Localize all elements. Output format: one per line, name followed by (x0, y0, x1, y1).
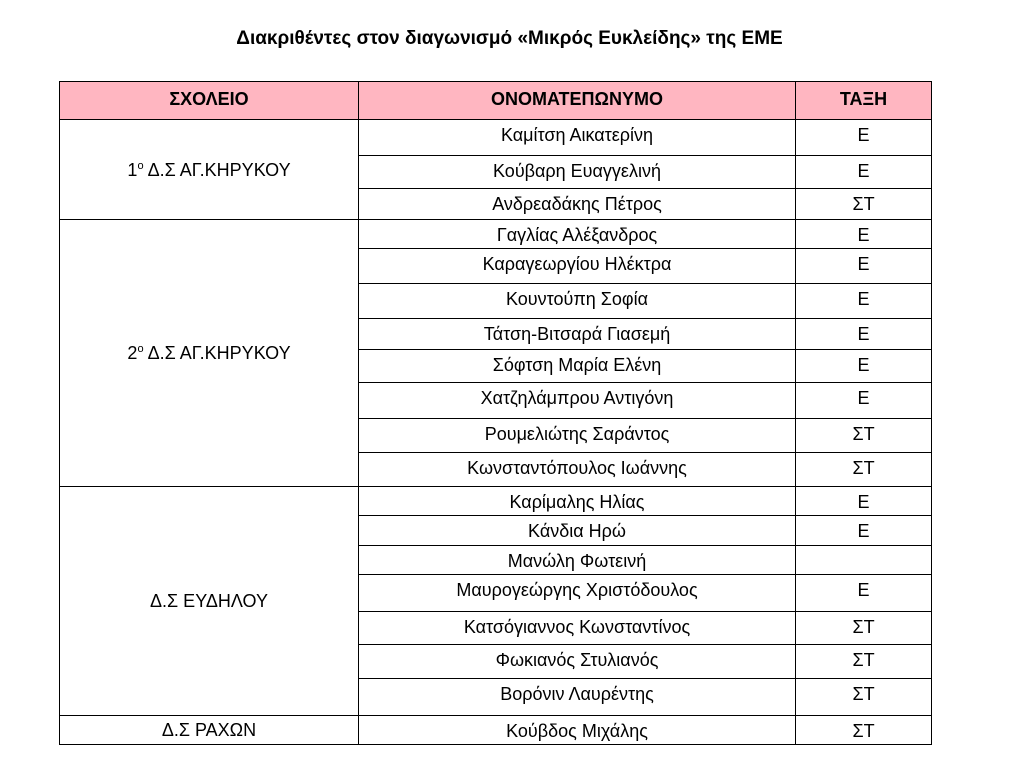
student-name-cell: Κάνδια Ηρώ (359, 516, 796, 546)
student-class-cell: ΣΤ (796, 716, 932, 745)
student-class-cell: ΣΤ (796, 645, 932, 679)
school-cell (60, 487, 359, 716)
student-name-cell: Καμίτση Αικατερίνη (359, 120, 796, 156)
table-row (60, 716, 932, 745)
student-name-cell: Ρουμελιώτης Σαράντος (359, 419, 796, 453)
school-cell (60, 120, 359, 220)
school-ordinal-suffix: ο (137, 159, 144, 172)
student-name-cell: Μανώλη Φωτεινή (359, 546, 796, 575)
student-class-cell: Ε (796, 516, 932, 546)
student-name-cell: Κουντούπη Σοφία (359, 284, 796, 319)
header-row (60, 82, 932, 120)
student-name-cell: Φωκιανός Στυλιανός (359, 645, 796, 679)
student-name-cell: Τάτση-Βιτσαρά Γιασεμή (359, 319, 796, 350)
table-row (60, 487, 932, 516)
student-class-cell: ΣΤ (796, 453, 932, 487)
student-class-cell: Ε (796, 284, 932, 319)
student-name-cell: Κωνσταντόπουλος Ιωάννης (359, 453, 796, 487)
student-class-cell: Ε (796, 350, 932, 383)
student-class-cell: Ε (796, 575, 932, 612)
student-class-cell: ΣΤ (796, 679, 932, 716)
student-name-cell: Κατσόγιαννος Κωνσταντίνος (359, 612, 796, 645)
header-name: ΟΝΟΜΑΤΕΠΩΝΥΜΟ (359, 82, 796, 120)
student-class-cell: Ε (796, 156, 932, 189)
school-name: Δ.Σ ΑΓ.ΚΗΡΥΚΟΥ (143, 343, 291, 363)
student-name-cell: Κούβδος Μιχάλης (359, 716, 796, 745)
winners-table (59, 81, 932, 745)
document-title: Διακριθέντες στον διαγωνισμό «Μικρός Ευκλείδης» της ΕΜΕ (236, 28, 783, 49)
student-class-cell: Ε (796, 220, 932, 249)
school-number: 2 (127, 343, 138, 363)
header-school: ΣΧΟΛΕΙΟ (60, 82, 359, 120)
school-ordinal-suffix: ο (137, 343, 144, 355)
table-row (60, 120, 932, 156)
student-class-cell: Ε (796, 319, 932, 350)
student-name-cell: Κούβαρη Ευαγγελινή (359, 156, 796, 189)
student-name-cell: Καραγεωργίου Ηλέκτρα (359, 249, 796, 284)
header-class: ΤΑΞΗ (796, 82, 932, 120)
student-class-cell: ΣΤ (796, 612, 932, 645)
student-name-cell: Ανδρεαδάκης Πέτρος (359, 189, 796, 220)
school-name: Δ.Σ ΕΥΔΗΛΟΥ (150, 591, 268, 611)
student-name-cell: Καρίμαλης Ηλίας (359, 487, 796, 516)
table-row (60, 220, 932, 249)
school-name: Δ.Σ ΡΑΧΩΝ (161, 720, 257, 740)
student-class-cell: ΣΤ (796, 189, 932, 220)
student-class-cell: Ε (796, 249, 932, 284)
student-name-cell: Γαγλίας Αλέξανδρος (359, 220, 796, 249)
student-class-cell: ΣΤ (796, 419, 932, 453)
student-class-cell: Ε (796, 120, 932, 156)
table-body (60, 120, 932, 745)
school-number: 1 (127, 159, 138, 180)
student-name-cell: Χατζηλάμπρου Αντιγόνη (359, 383, 796, 419)
student-name-cell: Σόφτση Μαρία Ελένη (359, 350, 796, 383)
school-name: Δ.Σ ΑΓ.ΚΗΡΥΚΟΥ (143, 159, 291, 180)
student-class-cell: Ε (796, 487, 932, 516)
school-cell (60, 220, 359, 487)
student-name-cell: Μαυρογεώργης Χριστόδουλος (359, 575, 796, 612)
student-class-cell (796, 546, 932, 575)
student-name-cell: Βορόνιν Λαυρέντης (359, 679, 796, 716)
school-cell (60, 716, 359, 745)
student-class-cell: Ε (796, 383, 932, 419)
